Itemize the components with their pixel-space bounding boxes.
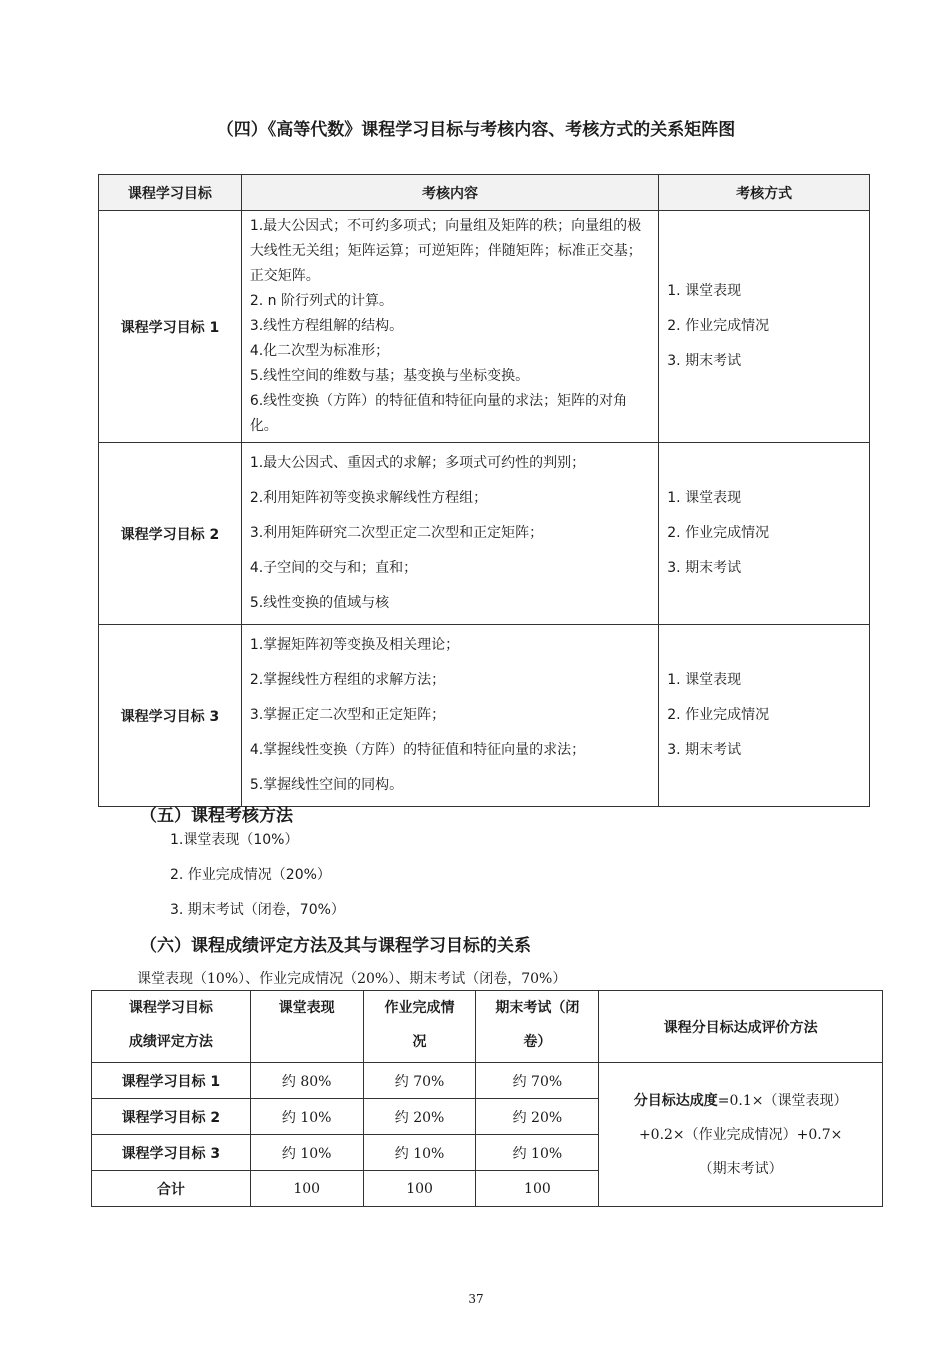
content-item: 5.掌握线性空间的同构。 xyxy=(249,777,404,793)
method-item: 1. 课堂表现 xyxy=(667,490,742,506)
grading-total-homework: 100 xyxy=(363,1171,476,1207)
grading-homework-cell: 约 70% xyxy=(363,1063,476,1099)
method-item: 3. 期末考试 xyxy=(667,742,742,758)
header-goal: 课程学习目标 xyxy=(99,175,242,211)
content-item: 4.子空间的交与和；直和； xyxy=(249,560,418,576)
matrix-goal-cell: 课程学习目标 1 xyxy=(99,211,242,443)
formula-line: （期末考试） xyxy=(698,1160,783,1177)
section5-item: 2. 作业完成情况（20%） xyxy=(170,867,331,883)
grading-header-row xyxy=(92,991,883,1063)
grading-homework-cell: 约 10% xyxy=(363,1135,476,1171)
formula-lead: 分目标达成度 xyxy=(633,1092,718,1109)
method-item: 1. 课堂表现 xyxy=(667,672,742,688)
header-line: 成绩评定方法 xyxy=(128,1034,213,1050)
matrix-content-cell xyxy=(241,211,658,443)
grading-total-exam: 100 xyxy=(476,1171,599,1207)
grading-class-cell: 约 10% xyxy=(250,1099,363,1135)
grading-header-goal xyxy=(92,991,251,1063)
matrix-goal-cell: 课程学习目标 2 xyxy=(99,443,242,625)
grading-header-exam xyxy=(476,991,599,1063)
content-item: 5.线性变换的值域与核 xyxy=(249,595,390,611)
matrix-goal-cell: 课程学习目标 3 xyxy=(99,625,242,807)
grading-header-homework xyxy=(363,991,476,1063)
grading-header-eval: 课程分目标达成评价方法 xyxy=(599,991,883,1063)
header-line: 课堂表现 xyxy=(278,1000,335,1016)
content-item: 1.掌握矩阵初等变换及相关理论； xyxy=(249,637,460,653)
matrix-method-cell xyxy=(659,211,870,443)
grading-homework-cell: 约 20% xyxy=(363,1099,476,1135)
header-method: 考核方式 xyxy=(659,175,870,211)
grading-total-label: 合计 xyxy=(92,1171,251,1207)
grading-table xyxy=(91,990,883,1207)
matrix-method-cell xyxy=(659,443,870,625)
method-item: 3. 期末考试 xyxy=(667,353,742,369)
grading-formula-cell xyxy=(599,1063,883,1207)
content-item: 4.化二次型为标准形； xyxy=(249,343,390,359)
formula-line xyxy=(607,1084,874,1118)
formula-line: +0.2×（作业完成情况）+0.7× xyxy=(638,1126,843,1143)
grading-header-class xyxy=(250,991,363,1063)
page-number: 37 xyxy=(468,1292,484,1306)
content-item: 4.掌握线性变换（方阵）的特征值和特征向量的求法； xyxy=(249,742,586,758)
content-item: 2.掌握线性方程组的求解方法； xyxy=(249,672,446,688)
header-line: 期末考试（闭 xyxy=(495,1000,580,1016)
content-item: 3.利用矩阵研究二次型正定二次型和正定矩阵； xyxy=(249,525,544,541)
content-item: 3.掌握正定二次型和正定矩阵； xyxy=(249,707,446,723)
grading-class-cell: 约 10% xyxy=(250,1135,363,1171)
header-line: 课程学习目标 xyxy=(128,1000,213,1016)
content-item: 1.最大公因式；不可约多项式；向量组及矩阵的秩；向量组的极大线性无关组；矩阵运算；可逆矩阵；伴随矩阵；标准正交基；正交矩阵。 xyxy=(249,218,642,284)
grading-goal-cell: 课程学习目标 1 xyxy=(92,1063,251,1099)
content-item: 3.线性方程组解的结构。 xyxy=(249,318,404,334)
method-item: 2. 作业完成情况 xyxy=(667,318,770,334)
method-item: 3. 期末考试 xyxy=(667,560,742,576)
header-content: 考核内容 xyxy=(241,175,658,211)
section6-summary: 课堂表现（10%）、作业完成情况（20%）、期末考试（闭卷，70%） xyxy=(137,971,567,987)
grading-exam-cell: 约 10% xyxy=(476,1135,599,1171)
method-item: 2. 作业完成情况 xyxy=(667,525,770,541)
section5-heading: （五）课程考核方法 xyxy=(140,806,293,826)
page-title: （四）《高等代数》课程学习目标与考核内容、考核方式的关系矩阵图 xyxy=(216,120,736,140)
section6-heading: （六）课程成绩评定方法及其与课程学习目标的关系 xyxy=(140,936,531,956)
grading-exam-cell: 约 70% xyxy=(476,1063,599,1099)
content-item: 2. n 阶行列式的计算。 xyxy=(249,293,393,309)
content-item: 5.线性空间的维数与基；基变换与坐标变换。 xyxy=(249,368,530,384)
grading-row-goal-1 xyxy=(92,1063,883,1099)
section5-item: 1.课堂表现（10%） xyxy=(170,832,299,848)
section5-item: 3. 期末考试（闭卷，70%） xyxy=(170,902,345,918)
method-item: 2. 作业完成情况 xyxy=(667,707,770,723)
matrix-content-cell xyxy=(241,443,658,625)
matrix-row-goal-1 xyxy=(99,211,870,443)
header-line: 作业完成情 xyxy=(384,1000,455,1016)
grading-exam-cell: 约 20% xyxy=(476,1099,599,1135)
objective-matrix-table xyxy=(98,174,870,807)
header-line: 卷） xyxy=(523,1034,552,1050)
header-line: 况 xyxy=(412,1034,427,1050)
content-item: 6.线性变换（方阵）的特征值和特征向量的求法；矩阵的对角化。 xyxy=(249,393,628,434)
formula-rest: =0.1×（课堂表现） xyxy=(717,1092,848,1109)
content-item: 2.利用矩阵初等变换求解线性方程组； xyxy=(249,490,488,506)
matrix-content-cell xyxy=(241,625,658,807)
matrix-method-cell xyxy=(659,625,870,807)
content-item: 1.最大公因式、重因式的求解；多项式可约性的判别； xyxy=(249,455,586,471)
grading-total-class: 100 xyxy=(250,1171,363,1207)
grading-goal-cell: 课程学习目标 3 xyxy=(92,1135,251,1171)
matrix-row-goal-2 xyxy=(99,443,870,625)
method-item: 1. 课堂表现 xyxy=(667,283,742,299)
matrix-row-goal-3 xyxy=(99,625,870,807)
matrix-header-row xyxy=(99,175,870,211)
grading-goal-cell: 课程学习目标 2 xyxy=(92,1099,251,1135)
grading-class-cell: 约 80% xyxy=(250,1063,363,1099)
